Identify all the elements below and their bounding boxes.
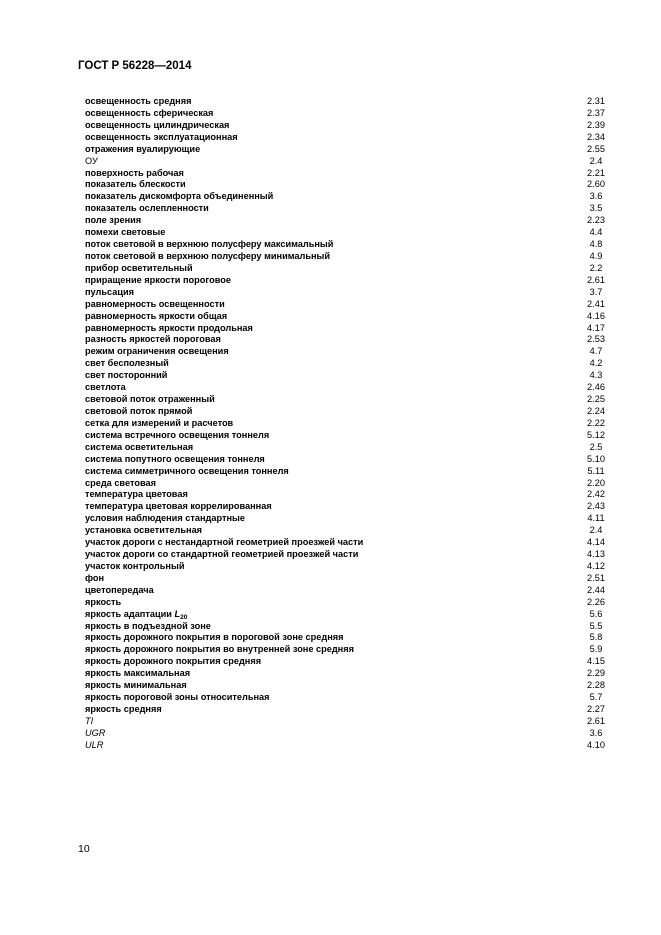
index-reference: 5.10	[587, 453, 605, 464]
index-term-text: яркость адаптации	[85, 608, 175, 619]
term-symbol-letter: L	[174, 608, 181, 619]
index-reference: 3.6	[589, 191, 603, 202]
index-term-text: помехи световые	[85, 227, 166, 238]
index-row	[85, 680, 608, 692]
index-reference: 4.11	[587, 513, 605, 524]
index-term	[85, 513, 245, 525]
index-term-text: световой поток отраженный	[85, 394, 215, 405]
index-row	[85, 525, 608, 537]
index-row	[85, 179, 608, 191]
index-reference: 5.8	[589, 632, 603, 643]
index-term	[85, 156, 98, 168]
index-term	[85, 191, 273, 203]
index-row	[85, 227, 608, 239]
index-term-text: яркость дорожного покрытия в пороговой зоне средняя	[85, 632, 344, 643]
index-reference: 2.29	[587, 668, 605, 679]
index-reference: 2.22	[587, 417, 605, 428]
index-row	[85, 537, 608, 549]
index-reference: 2.43	[587, 501, 605, 512]
index-term-text: яркость минимальная	[85, 680, 187, 691]
index-term-text: прибор осветительный	[85, 262, 193, 273]
index-term	[85, 656, 261, 668]
index-term-text: условия наблюдения стандартные	[85, 513, 245, 524]
index-row	[85, 478, 608, 490]
index-term	[85, 203, 209, 215]
index-reference: 2.4	[589, 525, 603, 536]
index-row	[85, 561, 608, 573]
index-term-text: яркость дорожного покрытия во внутренней зоне средняя	[85, 644, 354, 655]
term-symbol	[174, 609, 187, 619]
index-term	[85, 215, 141, 227]
index-reference: 5.11	[587, 465, 605, 476]
index-term-text: пульсация	[85, 286, 135, 297]
index-row	[85, 382, 608, 394]
index-term-text: яркость дорожного покрытия средняя	[85, 656, 262, 667]
index-row	[85, 704, 608, 716]
index-term-text: UGR	[85, 727, 106, 738]
index-term	[85, 323, 253, 335]
index-term-text: система попутного освещения тоннеля	[85, 453, 265, 464]
index-reference: 2.34	[587, 131, 605, 142]
index-reference: 4.10	[587, 739, 605, 750]
index-row	[85, 597, 608, 609]
index-term-text: светлота	[85, 382, 126, 393]
index-term	[85, 573, 104, 585]
index-row	[85, 549, 608, 561]
index-term	[85, 179, 186, 191]
index-term	[85, 96, 191, 108]
index-row	[85, 144, 608, 156]
index-row	[85, 108, 608, 120]
index-row	[85, 418, 608, 430]
index-term	[85, 740, 103, 752]
index-reference: 4.9	[589, 250, 603, 261]
index-term-text: система встречного освещения тоннеля	[85, 429, 270, 440]
index-reference: 4.7	[589, 346, 603, 357]
index-term-text: приращение яркости пороговое	[85, 274, 231, 285]
index-term	[85, 120, 229, 132]
index-term-text: среда световая	[85, 477, 156, 488]
index-reference: 3.5	[589, 203, 603, 214]
index-term	[85, 275, 231, 287]
index-term-text: освещенность средняя	[85, 96, 192, 106]
index-term-text: показатель ослепленности	[85, 203, 209, 214]
index-term	[85, 358, 169, 370]
term-symbol-subscript: 20	[180, 613, 188, 621]
index-term	[85, 418, 233, 430]
index-reference: 2.27	[587, 704, 605, 715]
index-row	[85, 203, 608, 215]
index-row	[85, 358, 608, 370]
index-reference: 2.4	[589, 155, 603, 166]
index-term-text: участок контрольный	[85, 560, 185, 571]
index-reference: 2.39	[587, 119, 605, 130]
index-term-text: TI	[85, 715, 94, 726]
index-row	[85, 430, 608, 442]
index-reference: 4.12	[587, 560, 605, 571]
index-term-text: равномерность яркости общая	[85, 310, 228, 321]
index-term-text: равномерность освещенности	[85, 298, 225, 309]
index-term	[85, 489, 188, 501]
index-reference: 4.2	[589, 358, 603, 369]
index-term-text: ОУ	[85, 155, 98, 166]
index-row	[85, 442, 608, 454]
index-row	[85, 287, 608, 299]
index-row	[85, 120, 608, 132]
index-row	[85, 585, 608, 597]
index-reference: 2.31	[587, 96, 605, 106]
index-term	[85, 442, 193, 454]
index-row	[85, 454, 608, 466]
index-term-text: яркость максимальная	[85, 668, 191, 679]
index-term-text: световой поток прямой	[85, 405, 193, 416]
index-term	[85, 311, 227, 323]
index-term	[85, 144, 200, 156]
index-term-text: освещенность эксплуатационная	[85, 131, 238, 142]
index-reference: 2.53	[587, 334, 605, 345]
index-row	[85, 299, 608, 311]
index-row	[85, 668, 608, 680]
index-term-text: равномерность яркости продольная	[85, 322, 253, 333]
document-header: ГОСТ Р 56228—2014	[78, 60, 192, 72]
index-row	[85, 346, 608, 358]
index-row	[85, 466, 608, 478]
index-term	[85, 692, 269, 704]
index-term-text: установка осветительная	[85, 525, 203, 536]
index-term	[85, 370, 167, 382]
index-row	[85, 168, 608, 180]
index-reference: 5.12	[587, 429, 605, 440]
index-term	[85, 406, 192, 418]
index-term	[85, 644, 354, 656]
index-row	[85, 609, 608, 621]
index-reference: 2.28	[587, 680, 605, 691]
index-term-text: разность яркостей пороговая	[85, 334, 221, 345]
index-reference: 3.7	[589, 286, 603, 297]
index-term-text: температура цветовая	[85, 489, 188, 500]
index-term	[85, 549, 358, 561]
index-row	[85, 323, 608, 335]
index-term	[85, 430, 269, 442]
index-reference: 5.9	[589, 644, 603, 655]
index-term	[85, 716, 93, 728]
index-term	[85, 168, 184, 180]
index-reference: 2.25	[587, 394, 605, 405]
index-row	[85, 239, 608, 251]
index-reference: 4.14	[587, 537, 605, 548]
index-row	[85, 311, 608, 323]
index-row	[85, 513, 608, 525]
index-reference: 2.23	[587, 215, 605, 226]
index-reference: 5.5	[589, 620, 603, 631]
index-row	[85, 191, 608, 203]
index-term-text: поток световой в верхнюю полусферу максимальный	[85, 239, 334, 250]
index-term	[85, 346, 229, 358]
index-row	[85, 501, 608, 513]
index-reference: 2.42	[587, 489, 605, 500]
index-term-text: освещенность цилиндрическая	[85, 119, 230, 130]
index-term-text: режим ограничения освещения	[85, 346, 229, 357]
index-term	[85, 561, 184, 573]
index-term-text: яркость пороговой зоны относительная	[85, 692, 270, 703]
index-reference: 2.44	[587, 584, 605, 595]
index-term	[85, 597, 121, 609]
index-term	[85, 668, 190, 680]
index-term-text: яркость	[85, 596, 122, 607]
index-term	[85, 108, 213, 120]
index-reference: 2.41	[587, 298, 605, 309]
index-term-text: поток световой в верхнюю полусферу минимальный	[85, 250, 331, 261]
index-row	[85, 251, 608, 263]
index-term	[85, 454, 265, 466]
index-reference: 4.13	[587, 549, 605, 560]
index-reference: 2.21	[587, 167, 605, 178]
index-term-text: показатель блескости	[85, 179, 186, 190]
index-reference: 2.61	[587, 715, 605, 726]
index-reference: 2.5	[589, 441, 603, 452]
index-row	[85, 728, 608, 740]
index-term	[85, 478, 156, 490]
index-term-text: участок дороги со стандартной геометрией проезжей части	[85, 549, 359, 560]
index-term-text: участок дороги с нестандартной геометрией проезжей части	[85, 537, 364, 548]
index-term-text: поверхность рабочая	[85, 167, 184, 178]
index-term-text: поле зрения	[85, 215, 142, 226]
index-term	[85, 501, 272, 513]
term-index	[85, 96, 608, 752]
index-term	[85, 680, 187, 692]
index-reference: 4.15	[587, 656, 605, 667]
index-reference: 4.3	[589, 370, 603, 381]
index-term	[85, 382, 126, 394]
index-reference: 5.6	[589, 608, 603, 619]
index-reference: 4.4	[589, 227, 603, 238]
index-reference: 2.60	[587, 179, 605, 190]
index-row	[85, 334, 608, 346]
index-term	[85, 239, 333, 251]
index-reference: 2.24	[587, 405, 605, 416]
index-reference: 5.7	[589, 692, 603, 703]
index-reference: 3.6	[589, 727, 603, 738]
index-reference: 2.2	[589, 262, 603, 273]
index-reference: 4.16	[587, 310, 605, 321]
index-term	[85, 263, 193, 275]
index-row	[85, 275, 608, 287]
index-reference: 2.20	[587, 477, 605, 488]
index-term-text: показатель дискомфорта объединенный	[85, 191, 274, 202]
index-row	[85, 656, 608, 668]
index-reference: 2.26	[587, 596, 605, 607]
index-term	[85, 227, 165, 239]
index-row	[85, 215, 608, 227]
index-row	[85, 716, 608, 728]
index-row	[85, 489, 608, 501]
index-row	[85, 132, 608, 144]
index-term-text: система симметричного освещения тоннеля	[85, 465, 289, 476]
index-term-text: фон	[85, 572, 105, 583]
index-row	[85, 370, 608, 382]
page-number: 10	[78, 843, 90, 855]
index-term	[85, 704, 162, 716]
index-row	[85, 96, 608, 108]
index-reference: 2.61	[587, 274, 605, 285]
index-row	[85, 156, 608, 168]
index-reference: 2.37	[587, 107, 605, 118]
index-term	[85, 299, 225, 311]
index-term-text: отражения вуалирующие	[85, 143, 201, 154]
index-row	[85, 644, 608, 656]
index-row	[85, 406, 608, 418]
index-term-text: ULR	[85, 739, 104, 750]
index-term	[85, 466, 289, 478]
index-term	[85, 132, 238, 144]
index-row	[85, 621, 608, 633]
index-term-text: освещенность сферическая	[85, 107, 214, 118]
index-term	[85, 525, 202, 537]
index-term	[85, 585, 154, 597]
index-term-text: цветопередача	[85, 584, 154, 595]
index-term-text: свет бесполезный	[85, 358, 169, 369]
index-row	[85, 692, 608, 704]
index-reference: 2.51	[587, 572, 605, 583]
index-term	[85, 632, 343, 644]
index-term	[85, 394, 215, 406]
index-term	[85, 621, 211, 633]
index-term-text: температура цветовая коррелированная	[85, 501, 272, 512]
index-row	[85, 394, 608, 406]
index-term-text: свет посторонний	[85, 370, 168, 381]
index-term	[85, 251, 330, 263]
index-row	[85, 263, 608, 275]
index-reference: 4.8	[589, 239, 603, 250]
index-term	[85, 334, 221, 346]
index-term-text: сетка для измерений и расчетов	[85, 417, 234, 428]
index-reference: 2.55	[587, 143, 605, 154]
index-term	[85, 728, 105, 740]
index-term-text: яркость в подъездной зоне	[85, 620, 211, 631]
index-row	[85, 573, 608, 585]
index-row	[85, 632, 608, 644]
index-term	[85, 537, 363, 549]
index-term-text: система осветительная	[85, 441, 194, 452]
index-row	[85, 740, 608, 752]
index-term	[85, 287, 134, 299]
index-reference: 4.17	[587, 322, 605, 333]
index-term-text: яркость средняя	[85, 704, 162, 715]
index-reference: 2.46	[587, 382, 605, 393]
